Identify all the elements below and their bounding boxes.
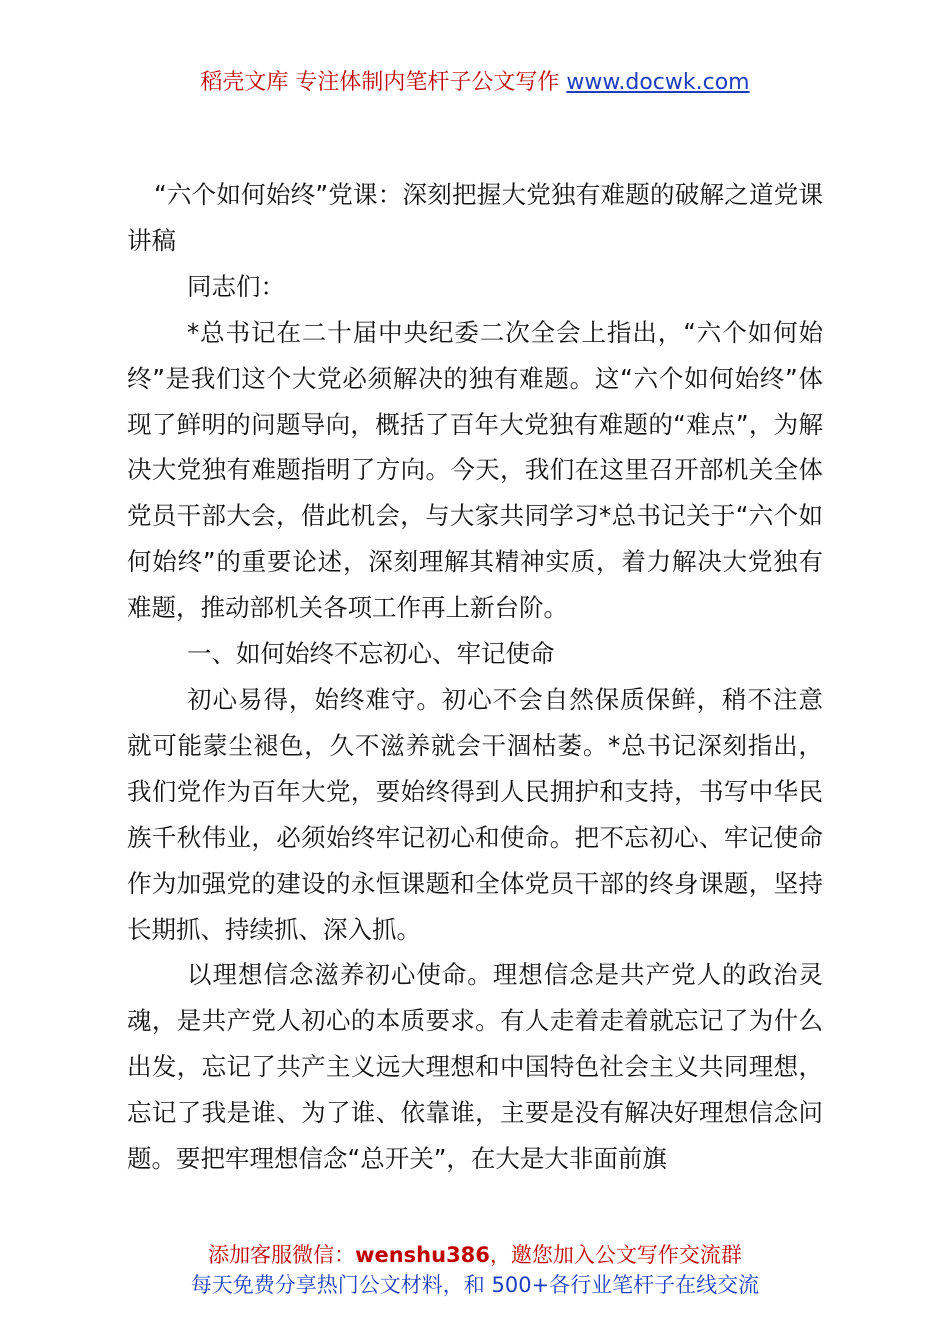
site-url-link[interactable]: www.docwk.com [566,70,750,95]
footer-prefix: 添加客服微信： [208,1243,356,1267]
site-header [0,66,950,100]
document-body [127,172,823,1182]
section-heading-1: 一、如何始终不忘初心、牢记使命 [187,639,555,669]
promo-footer [0,1240,950,1300]
document-title: “六个如何始终”党课：深刻把握大党独有难题的破解之道党课讲稿 [127,180,823,255]
footer-line-2: 每天免费分享热门公文材料，和 500+各行业笔杆子在线交流 [190,1273,760,1297]
wechat-id: wenshu386 [355,1243,490,1267]
greeting: 同志们： [187,271,286,301]
paragraph-section-1: 初心易得，始终难守。初心不会自然保质保鲜，稍不注意就可能蒙尘褪色，久不滋养就会干涸枯萎。*总书记深刻指出，我们党作为百年大党，要始终得到人民拥护和支持，书写中华民族千秋伟业，必须始终牢记初心和使命。把不忘初心、牢记使命作为加强党的建设的永恒课题和全体党员干部的终身课题，坚持长期抓、持续抓、深入抓。 [127,684,823,944]
footer-line-1 [0,1240,950,1270]
paragraph-section-1-point: 以理想信念滋养初心使命。理想信念是共产党人的政治灵魂，是共产党人初心的本质要求。有人走着走着就忘记了为什么出发，忘记了共产主义远大理想和中国特色社会主义共同理想，忘记了我是谁、为了谁、依靠谁，主要是没有解决好理想信念问题。要把牢理想信念“总开关”，在大是大非面前旗 [127,960,823,1174]
brand-slogan: 稻壳文库 专注体制内笔杆子公文写作 [200,70,560,95]
paragraph-intro: *总书记在二十届中央纪委二次全会上指出，“六个如何始终”是我们这个大党必须解决的独有难题。这“六个如何始终”体现了鲜明的问题导向，概括了百年大党独有难题的“难点”，为解决大党独有难题指明了方向。今天，我们在这里召开部机关全体党员干部大会，借此机会，与大家共同学习*总书记关于“六个如何始终”的重要论述，深刻理解其精神实质，着力解决大党独有难题，推动部机关各项工作再上新台阶。 [127,317,823,623]
footer-suffix: ，邀您加入公文写作交流群 [489,1243,742,1267]
